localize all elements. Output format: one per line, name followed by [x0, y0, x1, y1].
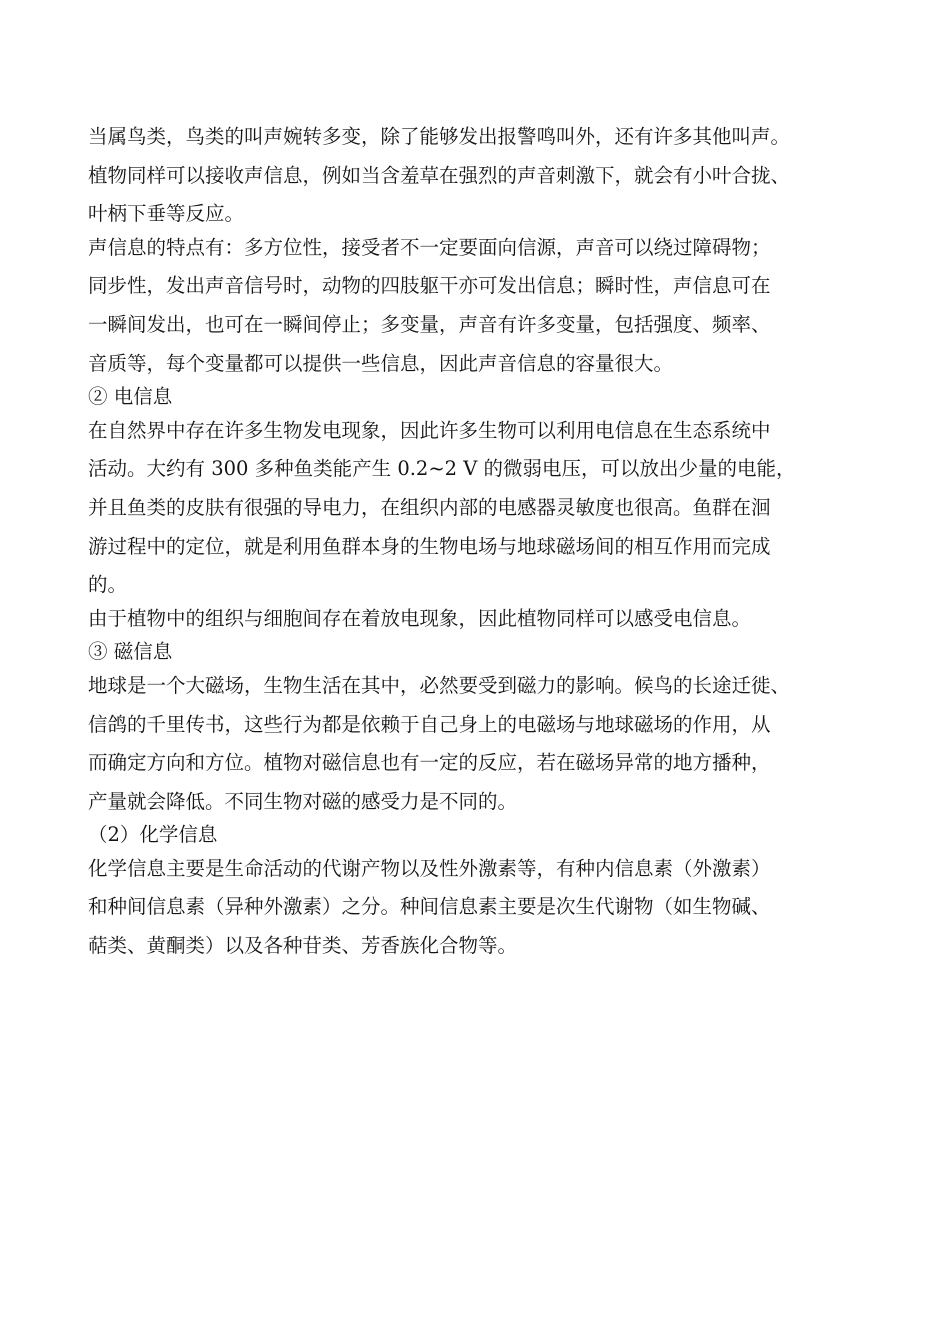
document-body	[88, 118, 888, 966]
text-line: 在自然界中存在许多生物发电现象，因此许多生物可以利用电信息在生态系统中	[88, 418, 771, 442]
text-line: 声信息的特点有：多方位性，接受者不一定要面向信源，声音可以绕过障碍物；	[88, 235, 771, 259]
text-line: 萜类、黄酮类）以及各种苷类、芳香族化合物等。	[88, 934, 518, 958]
text-line: 活动。大约有 300 多种鱼类能产生 0.2~2 V 的微弱电压，可以放出少量的电能，	[88, 457, 796, 481]
text-line: 当属鸟类，鸟类的叫声婉转多变，除了能够发出报警鸣叫外，还有许多其他叫声。	[88, 125, 791, 148]
text-line: 同步性，发出声音信号时，动物的四肢躯干亦可发出信息；瞬时性，声信息可在	[88, 274, 771, 298]
text-line: 由于植物中的组织与细胞间存在着放电现象，因此植物同样可以感受电信息。	[88, 606, 752, 630]
text-line: 音质等，每个变量都可以提供一些信息，因此声音信息的容量很大。	[88, 351, 674, 375]
text-line: 并且鱼类的皮肤有很强的导电力，在组织内部的电感器灵敏度也很高。鱼群在洄	[88, 495, 771, 519]
section-heading: ③ 磁信息	[88, 640, 173, 664]
text-line: 化学信息主要是生命活动的代谢产物以及性外激素等，有种内信息素（外激素）	[88, 856, 771, 880]
section-heading: （2）化学信息	[88, 823, 218, 847]
text-line: 一瞬间发出，也可在一瞬间停止；多变量，声音有许多变量，包括强度、频率、	[88, 312, 771, 336]
text-line: 而确定方向和方位。植物对磁信息也有一定的反应，若在磁场异常的地方播种，	[88, 751, 771, 775]
text-line: 和种间信息素（异种外激素）之分。种间信息素主要是次生代谢物（如生物碱、	[88, 895, 771, 919]
text-line: 植物同样可以接收声信息，例如当含羞草在强烈的声音刺激下，就会有小叶合拢、	[88, 163, 791, 187]
text-line: 的。	[88, 573, 128, 597]
text-line: 产量就会降低。不同生物对磁的感受力是不同的。	[88, 789, 518, 813]
section-heading: ② 电信息	[88, 385, 173, 409]
text-line: 信鸽的千里传书，这些行为都是依赖于自己身上的电磁场与地球磁场的作用，从	[88, 712, 771, 736]
text-line: 游过程中的定位，就是利用鱼群本身的生物电场与地球磁场间的相互作用而完成	[88, 534, 771, 558]
text-line: 地球是一个大磁场，生物生活在其中，必然要受到磁力的影响。候鸟的长途迁徙、	[88, 673, 791, 697]
text-line: 叶柄下垂等反应。	[88, 202, 245, 226]
